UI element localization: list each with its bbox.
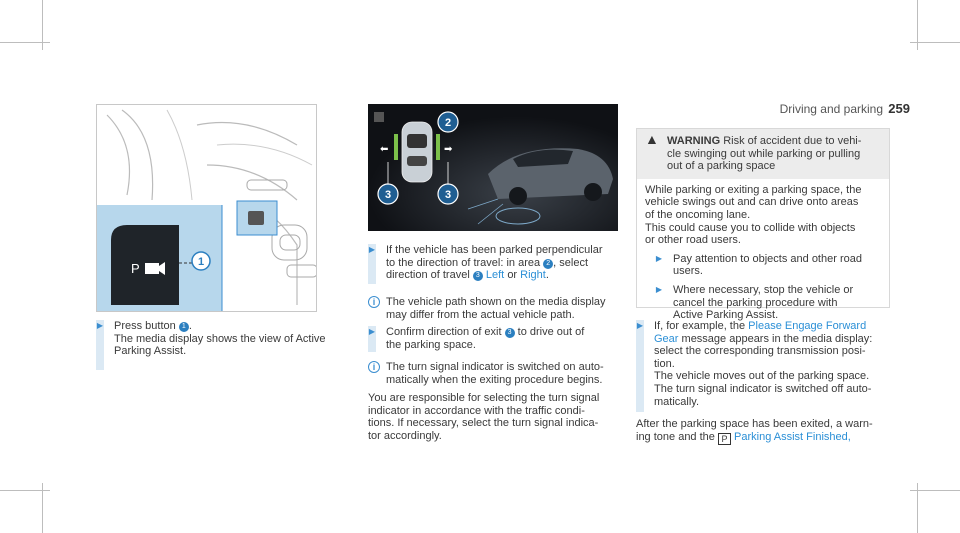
callout-badge: 1 <box>179 322 189 332</box>
warning-header <box>637 129 889 179</box>
note-vehicle-path <box>368 296 628 321</box>
left-link[interactable]: Left <box>485 269 505 282</box>
message-link[interactable]: Parking Assist Finished, <box>734 430 851 443</box>
callout-3-right: 3 <box>444 189 452 201</box>
info-icon: i <box>368 296 380 308</box>
section-title: Driving and parking <box>779 102 883 116</box>
paragraph-after-exit <box>636 418 896 445</box>
note-text: The vehicle path shown on the media display <box>386 296 606 308</box>
step-text: Press button <box>114 320 176 332</box>
callout-1: 1 <box>197 256 205 268</box>
warning-text: Risk of accident due to vehi- <box>723 135 862 147</box>
media-display-image <box>368 104 618 231</box>
step-arrow-icon: ▶ <box>655 253 663 263</box>
message-link[interactable]: Please Engage Forward <box>748 320 867 332</box>
warning-title: WARNING <box>667 135 721 147</box>
step-text: . <box>545 269 549 282</box>
warning-step-stop <box>655 284 881 322</box>
warning-text: This could cause you to collide with objects <box>645 221 856 234</box>
step-arrow-icon: ▶ <box>368 327 376 336</box>
svg-text:➡: ➡ <box>444 144 453 155</box>
step-text: select the corresponding transmission posi- <box>654 345 866 358</box>
step-text: If the vehicle has been parked perpendicular <box>386 244 603 256</box>
warning-step-attention <box>655 253 881 278</box>
step-text: or <box>507 269 518 282</box>
step-text: to the direction of travel: in area <box>386 256 541 269</box>
crop-mark <box>0 42 50 43</box>
note-turn-signal <box>368 361 628 386</box>
step-arrow-icon: ▶ <box>636 321 644 330</box>
crop-mark <box>0 490 50 491</box>
paragraph-text: indicator in accordance with the traffic condi- <box>368 404 585 417</box>
warning-text: of the oncoming lane. <box>645 208 751 221</box>
paragraph-text: tions. If necessary, select the turn signal indica- <box>368 417 599 430</box>
step-text: Active Parking Assist. <box>673 309 779 322</box>
step-arrow-icon: ▶ <box>655 284 663 294</box>
note-text: The turn signal indicator is switched on auto- <box>386 361 604 373</box>
info-icon: i <box>368 361 380 373</box>
warning-text: While parking or exiting a parking space, the <box>645 183 862 196</box>
warning-triangle-icon: ▲ <box>645 131 659 147</box>
step-text: to drive out of <box>517 326 585 338</box>
step-text: Where necessary, stop the vehicle or <box>673 283 854 296</box>
step-text: . <box>188 320 192 332</box>
step-text: tion. <box>654 357 675 370</box>
step-arrow-icon: ▶ <box>368 245 376 254</box>
warning-text: out of a parking space <box>667 160 776 173</box>
paragraph-text: ing tone and the <box>636 430 715 443</box>
warning-text: vehicle swings out and can drive onto areas <box>645 196 859 209</box>
step-arrow-icon: ▶ <box>96 321 104 330</box>
paragraph-text: After the parking space has been exited, a warn- <box>636 418 873 430</box>
note-text: matically when the exiting procedure begins. <box>386 373 603 386</box>
parking-assist-display <box>368 104 618 231</box>
step-text: The vehicle moves out of the parking space. <box>654 370 870 383</box>
step-text: The turn signal indicator is switched off auto- <box>654 382 872 395</box>
warning-body <box>637 179 889 327</box>
callout-badge: 2 <box>543 259 553 269</box>
svg-text:P: P <box>131 261 140 276</box>
step-text: If, for example, the <box>654 320 746 332</box>
paragraph-text: tor accordingly. <box>368 429 442 442</box>
warning-text: or other road users. <box>645 234 741 247</box>
step-bar <box>636 320 644 412</box>
step-press-button <box>96 320 356 370</box>
step-select-direction <box>368 244 628 284</box>
page-number: 259 <box>888 101 910 116</box>
crop-mark <box>910 42 960 43</box>
step-text: users. <box>673 265 703 278</box>
step-text: Pay attention to objects and other road <box>673 252 862 265</box>
message-link[interactable]: Gear <box>654 332 679 345</box>
console-illustration <box>96 104 317 312</box>
callout-2: 2 <box>444 117 452 129</box>
step-text: Parking Assist. <box>114 345 187 358</box>
step-text: cancel the parking procedure with <box>673 296 838 309</box>
callout-3-left: 3 <box>384 189 392 201</box>
console-drawing <box>97 105 317 312</box>
step-engage-gear <box>636 320 896 412</box>
callout-badge: 3 <box>473 271 483 281</box>
note-text: may differ from the actual vehicle path. <box>386 308 575 321</box>
paragraph-responsibility <box>368 392 628 442</box>
parking-assist-icon: P <box>718 433 731 445</box>
step-text: The media display shows the view of Active <box>114 332 326 345</box>
paragraph-text: You are responsible for selecting the turn signal <box>368 392 600 404</box>
step-text: Confirm direction of exit <box>386 326 502 338</box>
crop-mark <box>910 490 960 491</box>
step-text: matically. <box>654 395 700 408</box>
svg-text:⬅: ⬅ <box>380 144 389 155</box>
warning-box <box>636 128 890 322</box>
step-text: message appears in the media display: <box>681 332 873 345</box>
step-text: direction of travel <box>386 269 470 282</box>
right-link[interactable]: Right <box>520 269 546 282</box>
step-text: the parking space. <box>386 338 476 351</box>
warning-text: cle swinging out while parking or pulling <box>667 147 861 160</box>
callout-badge: 3 <box>505 328 515 338</box>
step-confirm-exit <box>368 326 628 352</box>
step-text: , select <box>553 256 589 269</box>
